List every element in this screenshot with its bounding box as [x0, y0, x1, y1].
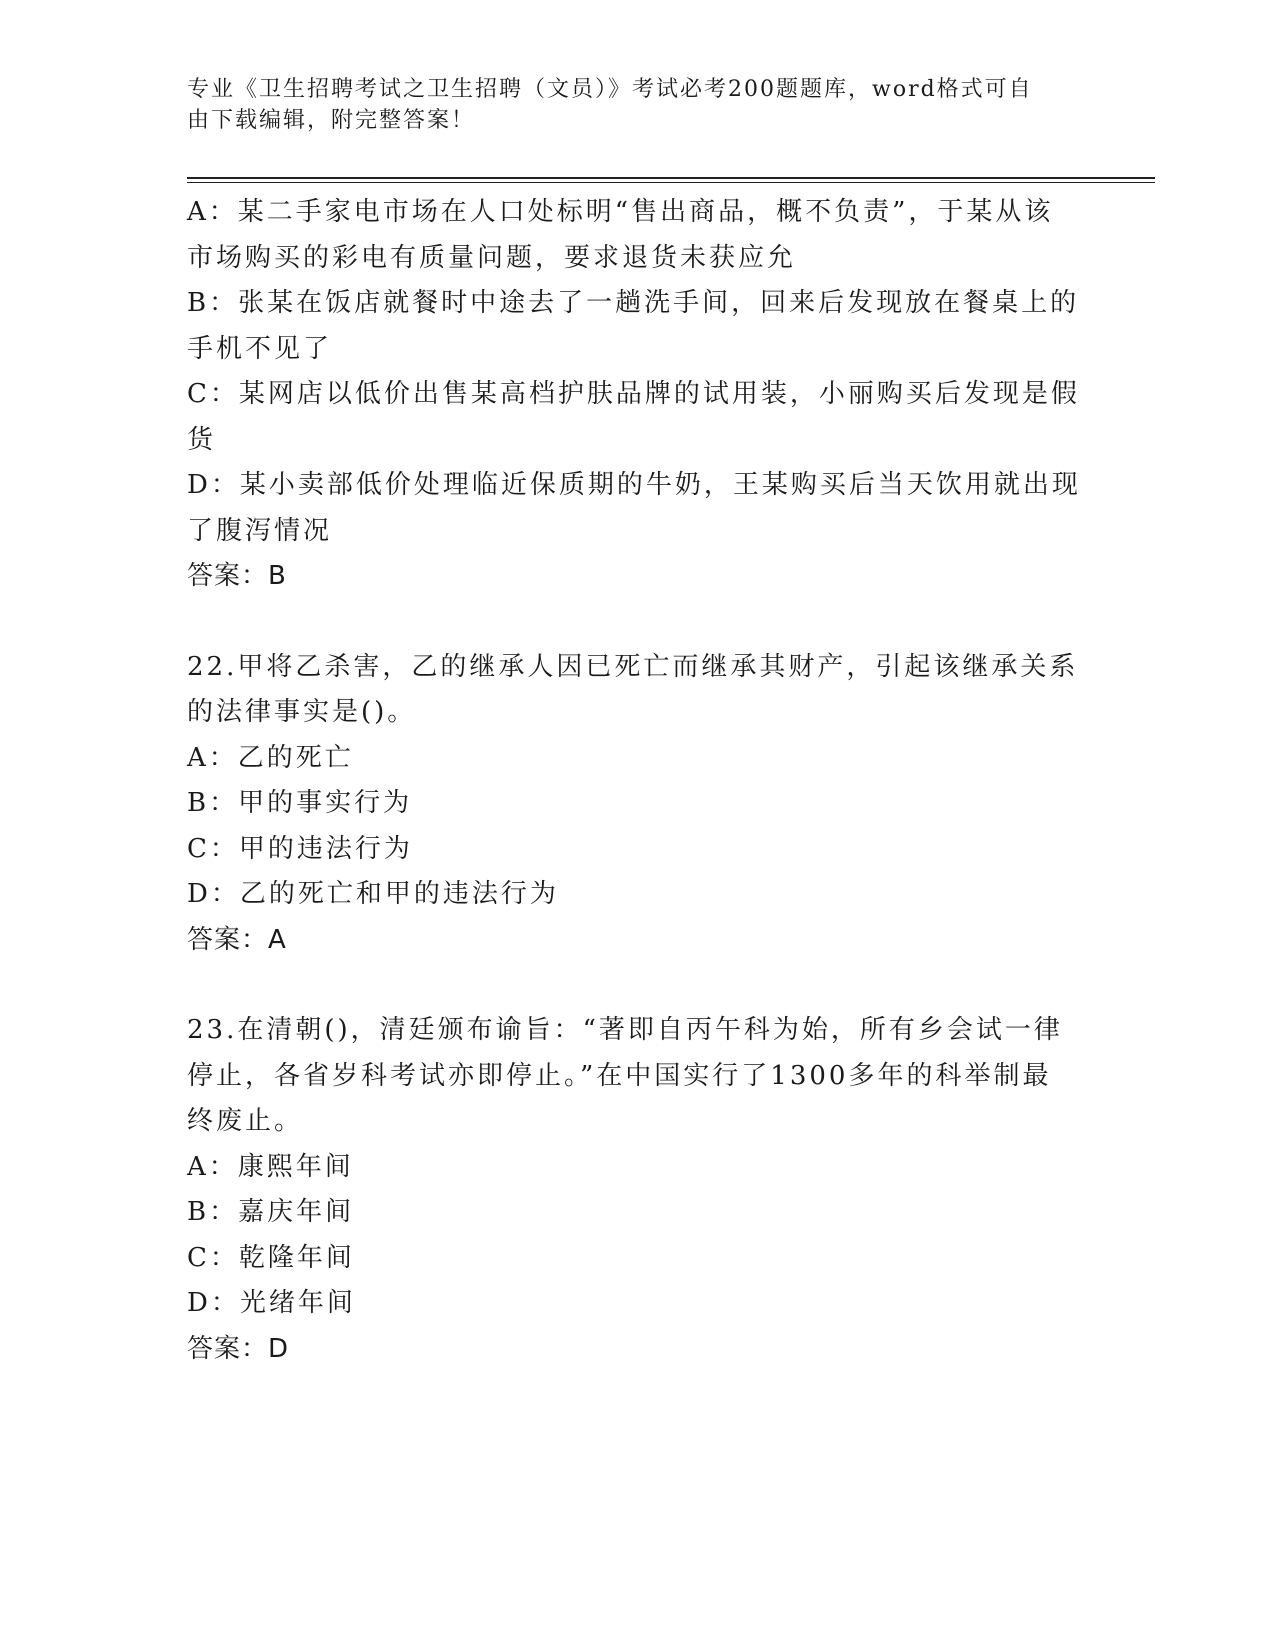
option-text: 市场购买的彩电有质量问题，要求退货未获应允	[187, 242, 797, 273]
option-b: B：嘉庆年间	[187, 1197, 355, 1227]
answer-label: 答案：A	[187, 924, 287, 955]
option-d: D：乙的死亡和甲的违法行为	[187, 879, 559, 909]
option-text: D：某小卖部低价处理临近保质期的牛奶，王某购买后当天饮用就出现	[187, 470, 1081, 500]
option-a: A：康熙年间	[187, 1151, 354, 1182]
option-a: A：乙的死亡	[187, 742, 354, 773]
option-c: C：甲的违法行为	[187, 833, 413, 864]
option-text: C：某网店以低价出售某高档护肤品牌的试用装，小丽购买后发现是假	[187, 379, 1080, 409]
option-d: D：光绪年间	[187, 1288, 356, 1318]
document-header	[187, 74, 1067, 136]
question-23	[187, 1008, 1077, 1372]
stem-text: 的法律事实是()。	[187, 697, 417, 727]
question-content	[187, 190, 1081, 1372]
stem-text: 23.在清朝()，清廷颁布谕旨：“著即自丙午科为始，所有乡会试一律	[187, 1015, 1063, 1045]
option-b	[187, 281, 1080, 372]
option-c	[187, 372, 1080, 463]
stem-text: 终废止。	[187, 1106, 304, 1136]
option-a	[187, 190, 1077, 281]
answer-label: 答案：D	[187, 1333, 290, 1364]
answer-label: 答案：B	[187, 561, 287, 591]
question-stem	[187, 645, 1077, 736]
spacer	[187, 600, 1077, 645]
option-d	[187, 463, 1081, 554]
header-line-1: 专业《卫生招聘考试之卫生招聘（文员）》考试必考200题题库，word格式可自	[187, 77, 1033, 102]
option-text: 手机不见了	[187, 333, 333, 364]
option-text: 了腹泻情况	[187, 515, 333, 546]
question-22	[187, 645, 1077, 964]
option-text: 货	[187, 424, 217, 455]
header-divider-thin	[187, 182, 1155, 183]
option-c: C：乾隆年间	[187, 1242, 355, 1273]
option-text: A：某二手家电市场在人口处标明“售出商品，概不负责”，于某从该	[187, 197, 1054, 227]
option-text: B：张某在饭店就餐时中途去了一趟洗手间，回来后发现放在餐桌上的	[187, 288, 1080, 318]
question-21	[187, 190, 1081, 600]
header-line-2: 由下载编辑，附完整答案！	[187, 108, 476, 133]
stem-text: 22.甲将乙杀害，乙的继承人因已死亡而继承其财产，引起该继承关系	[187, 651, 1079, 682]
question-stem	[187, 1008, 1077, 1145]
stem-text: 停止，各省岁科考试亦即停止。”在中国实行了1300多年的科举制最	[187, 1060, 1052, 1091]
header-divider-thick	[187, 177, 1155, 179]
spacer	[187, 963, 1077, 1008]
option-b: B：甲的事实行为	[187, 788, 413, 818]
